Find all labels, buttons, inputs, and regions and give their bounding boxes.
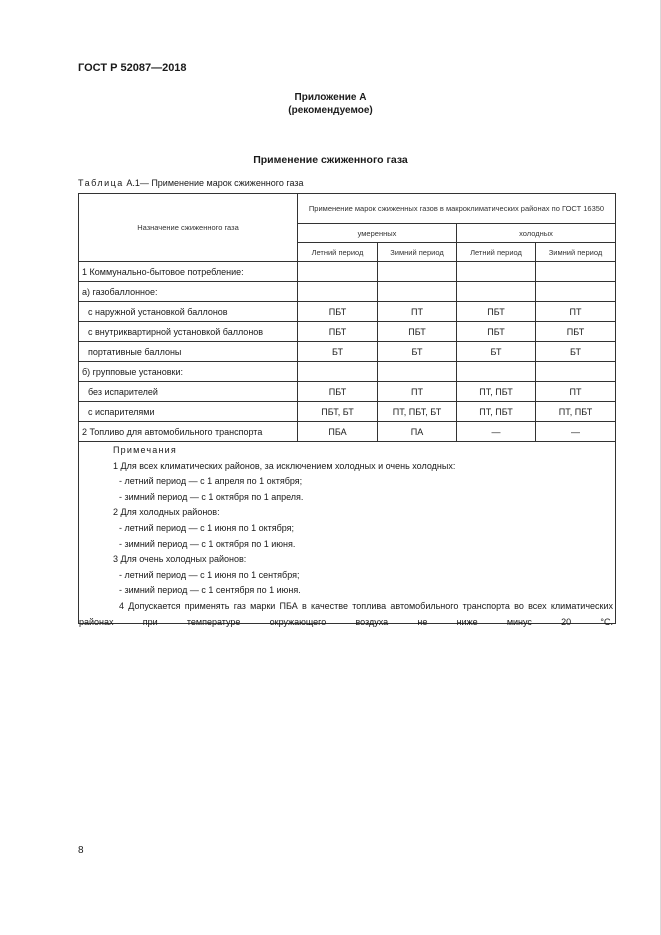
row-label: портативные баллоны — [79, 342, 298, 362]
table-row — [79, 262, 616, 282]
period-header: Зимний период — [536, 243, 616, 262]
table-notes — [79, 443, 613, 630]
cell: БТ — [378, 342, 457, 362]
cell: ПТ, ПБТ, БТ — [378, 402, 457, 422]
note-4: 4 Допускается применять газ марки ПБА в качестве топлива автомобильного транспорта во всех климатических районах при температуре окружающего воздуха не ниже минус 20 °С. — [79, 600, 613, 627]
caption-label: Таблица — [78, 178, 124, 188]
cell: ПТ — [378, 382, 457, 402]
cell: — — [536, 422, 616, 442]
cell: ПБТ — [298, 322, 378, 342]
row-label: без испарителей — [79, 382, 298, 402]
note-1a: - летний период — с 1 апреля по 1 октября; — [119, 476, 303, 487]
group-header: Применение марок сжиженных газов в макроклиматических районах по ГОСТ 16350 — [298, 194, 616, 224]
section-title: Применение сжиженного газа — [253, 154, 408, 166]
table-row — [79, 282, 616, 302]
cell — [536, 262, 616, 282]
cell: ПБА — [298, 422, 378, 442]
cell: ПБТ — [298, 302, 378, 322]
row-label: с наружной установкой баллонов — [79, 302, 298, 322]
cell: ПА — [378, 422, 457, 442]
cell: ПТ — [378, 302, 457, 322]
cell: ПБТ, БТ — [298, 402, 378, 422]
cell — [298, 362, 378, 382]
cell — [378, 282, 457, 302]
note-1b: - зимний период — с 1 октября по 1 апреля. — [119, 491, 304, 502]
cell: ПТ, ПБТ — [536, 402, 616, 422]
purpose-header: Назначение сжиженного газа — [79, 194, 298, 262]
row-label: с испарителями — [79, 402, 298, 422]
row-label: с внутриквартирной установкой баллонов — [79, 322, 298, 342]
period-header: Зимний период — [378, 243, 457, 262]
note-3a: - летний период — с 1 июня по 1 сентября; — [119, 569, 300, 580]
cell — [536, 282, 616, 302]
caption-number: А.1 — [126, 178, 140, 188]
table-row — [79, 362, 616, 382]
cell: ПТ, ПБТ — [457, 402, 536, 422]
note-3b: - зимний период — с 1 сентября по 1 июня. — [119, 585, 301, 596]
note-2: 2 Для холодных районов: — [113, 507, 220, 518]
table-caption — [78, 178, 303, 188]
cell — [298, 282, 378, 302]
table-row — [79, 422, 616, 442]
cell: ПТ, ПБТ — [457, 382, 536, 402]
cell — [457, 282, 536, 302]
note-1: 1 Для всех климатических районов, за исключением холодных и очень холодных: — [113, 460, 456, 471]
table-row — [79, 402, 616, 422]
caption-text: — Применение марок сжиженного газа — [139, 178, 304, 188]
cell — [457, 362, 536, 382]
cell: ПБТ — [457, 302, 536, 322]
note-3: 3 Для очень холодных районов: — [113, 554, 247, 565]
cell — [378, 262, 457, 282]
table-row — [79, 382, 616, 402]
zone-header: умеренных — [298, 224, 457, 243]
table-row — [79, 322, 616, 342]
period-header: Летний период — [457, 243, 536, 262]
row-label: 1 Коммунально-бытовое потребление: — [79, 262, 298, 282]
cell: ПБТ — [378, 322, 457, 342]
row-label: б) групповые установки: — [79, 362, 298, 382]
page-number: 8 — [78, 845, 84, 856]
cell: БТ — [457, 342, 536, 362]
cell: ПБТ — [457, 322, 536, 342]
cell — [298, 262, 378, 282]
appendix-title: Приложение А — [294, 92, 367, 103]
cell: ПТ — [536, 302, 616, 322]
row-label: а) газобаллонное: — [79, 282, 298, 302]
row-label: 2 Топливо для автомобильного транспорта — [79, 422, 298, 442]
table-row — [79, 302, 616, 322]
zone-header: холодных — [457, 224, 616, 243]
cell: БТ — [298, 342, 378, 362]
notes-title: Примечания — [113, 445, 177, 455]
cell: ПБТ — [298, 382, 378, 402]
period-header: Летний период — [298, 243, 378, 262]
note-2a: - летний период — с 1 июня по 1 октября; — [119, 522, 295, 533]
cell — [536, 362, 616, 382]
cell: ПТ — [536, 382, 616, 402]
table-row — [79, 342, 616, 362]
cell: — — [457, 422, 536, 442]
appendix-subtitle: (рекомендуемое) — [288, 105, 373, 116]
cell: ПБТ — [536, 322, 616, 342]
cell: БТ — [536, 342, 616, 362]
cell — [378, 362, 457, 382]
standard-header: ГОСТ Р 52087—2018 — [78, 62, 187, 74]
note-2b: - зимний период — с 1 октября по 1 июня. — [119, 538, 296, 549]
cell — [457, 262, 536, 282]
